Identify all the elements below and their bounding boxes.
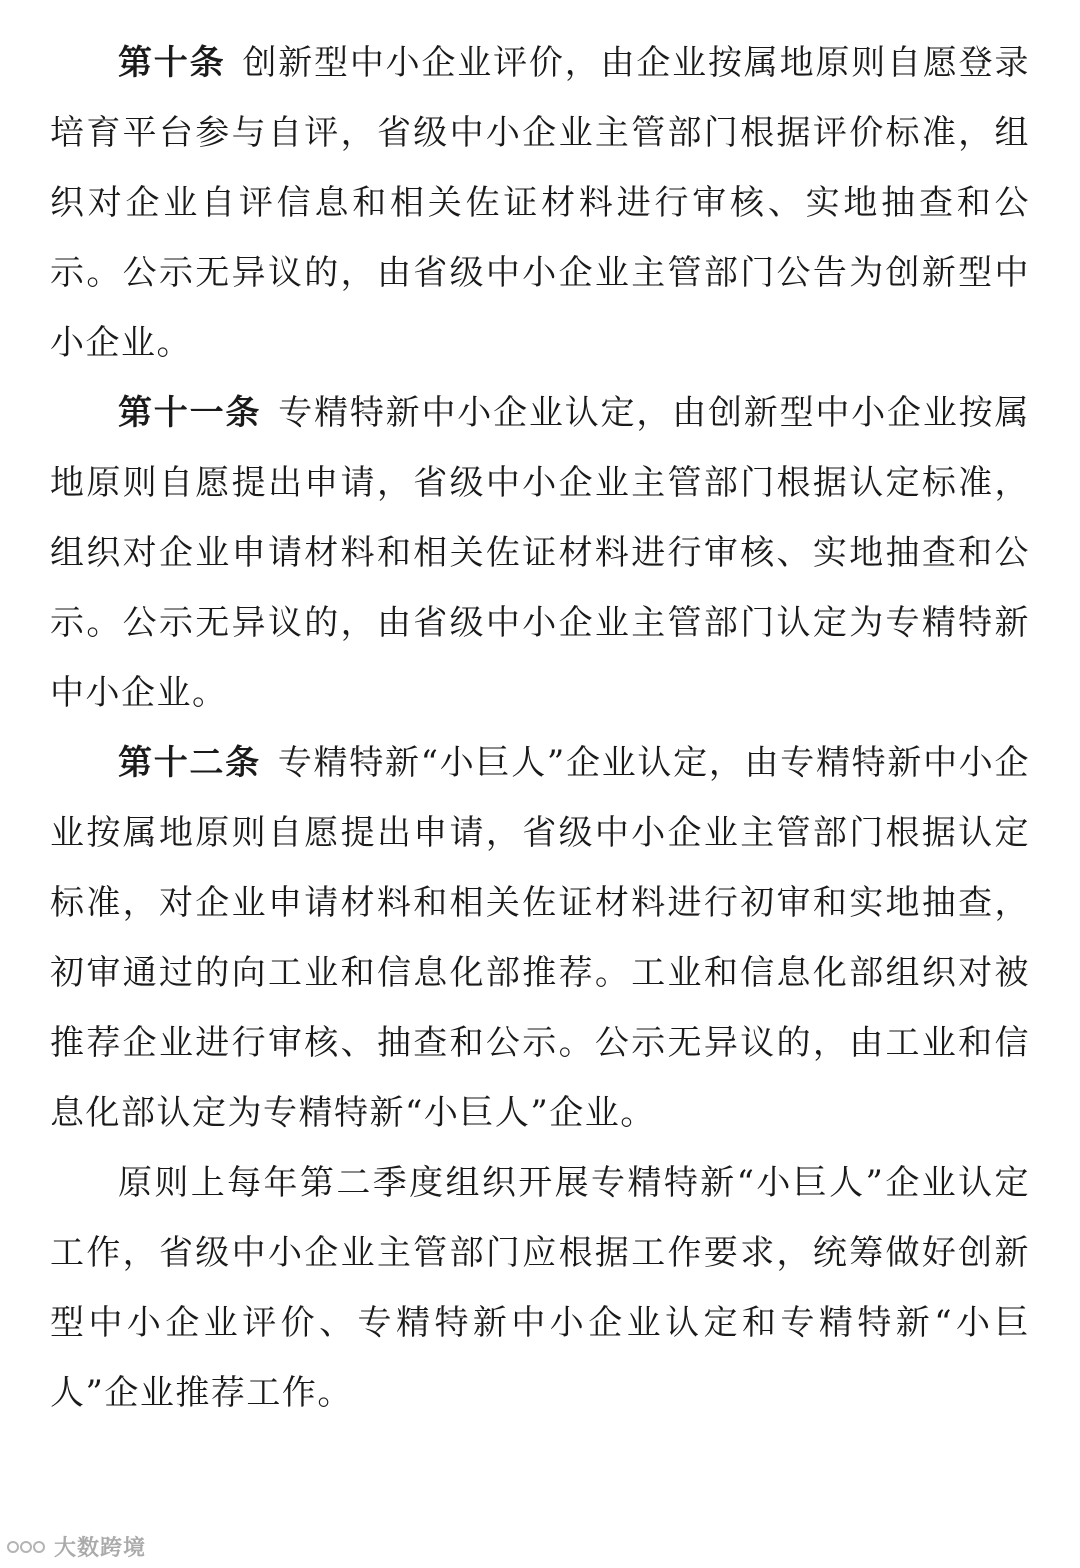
article-text: 专精特新“小巨人”企业认定，由专精特新中小企业按属地原则自愿提出申请，省级中小企业主管部门根据认定标准，对企业申请材料和相关佐证材料进行初审和实地抽查，初审通过的向工业和信息化部推荐。工业和信息化部组织对被推荐企业进行审核、抽查和公示。公示无异议的，由工业和信息化部认定为专精特新“小巨人”企业。 — [50, 743, 1031, 1133]
watermark-text: 大数跨境 — [54, 1536, 147, 1561]
article-number: 第十一条 — [118, 393, 262, 433]
watermark — [6, 1531, 146, 1562]
article-number: 第十条 — [118, 43, 226, 83]
article-text: 专精特新中小企业认定，由创新型中小企业按属地原则自愿提出申请，省级中小企业主管部门根据认定标准，组织对企业申请材料和相关佐证材料进行审核、实地抽查和公示。公示无异议的，由省级中小企业主管部门认定为专精特新中小企业。 — [50, 393, 1030, 713]
article-11 — [50, 378, 1030, 728]
article-number: 第十二条 — [118, 743, 261, 783]
article-12 — [50, 728, 1030, 1148]
closing-paragraph: 原则上每年第二季度组织开展专精特新“小巨人”企业认定工作，省级中小企业主管部门应根据工作要求，统筹做好创新型中小企业评价、专精特新中小企业认定和专精特新“小巨人”企业推荐工作。 — [50, 1163, 1030, 1413]
document-body — [50, 28, 1030, 1428]
brand-logo-icon — [6, 1536, 50, 1558]
article-10 — [50, 28, 1030, 378]
article-text: 创新型中小企业评价，由企业按属地原则自愿登录培育平台参与自评，省级中小企业主管部门根据评价标准，组织对企业自评信息和相关佐证材料进行审核、实地抽查和公示。公示无异议的，由省级中小企业主管部门公告为创新型中小企业。 — [50, 43, 1030, 363]
